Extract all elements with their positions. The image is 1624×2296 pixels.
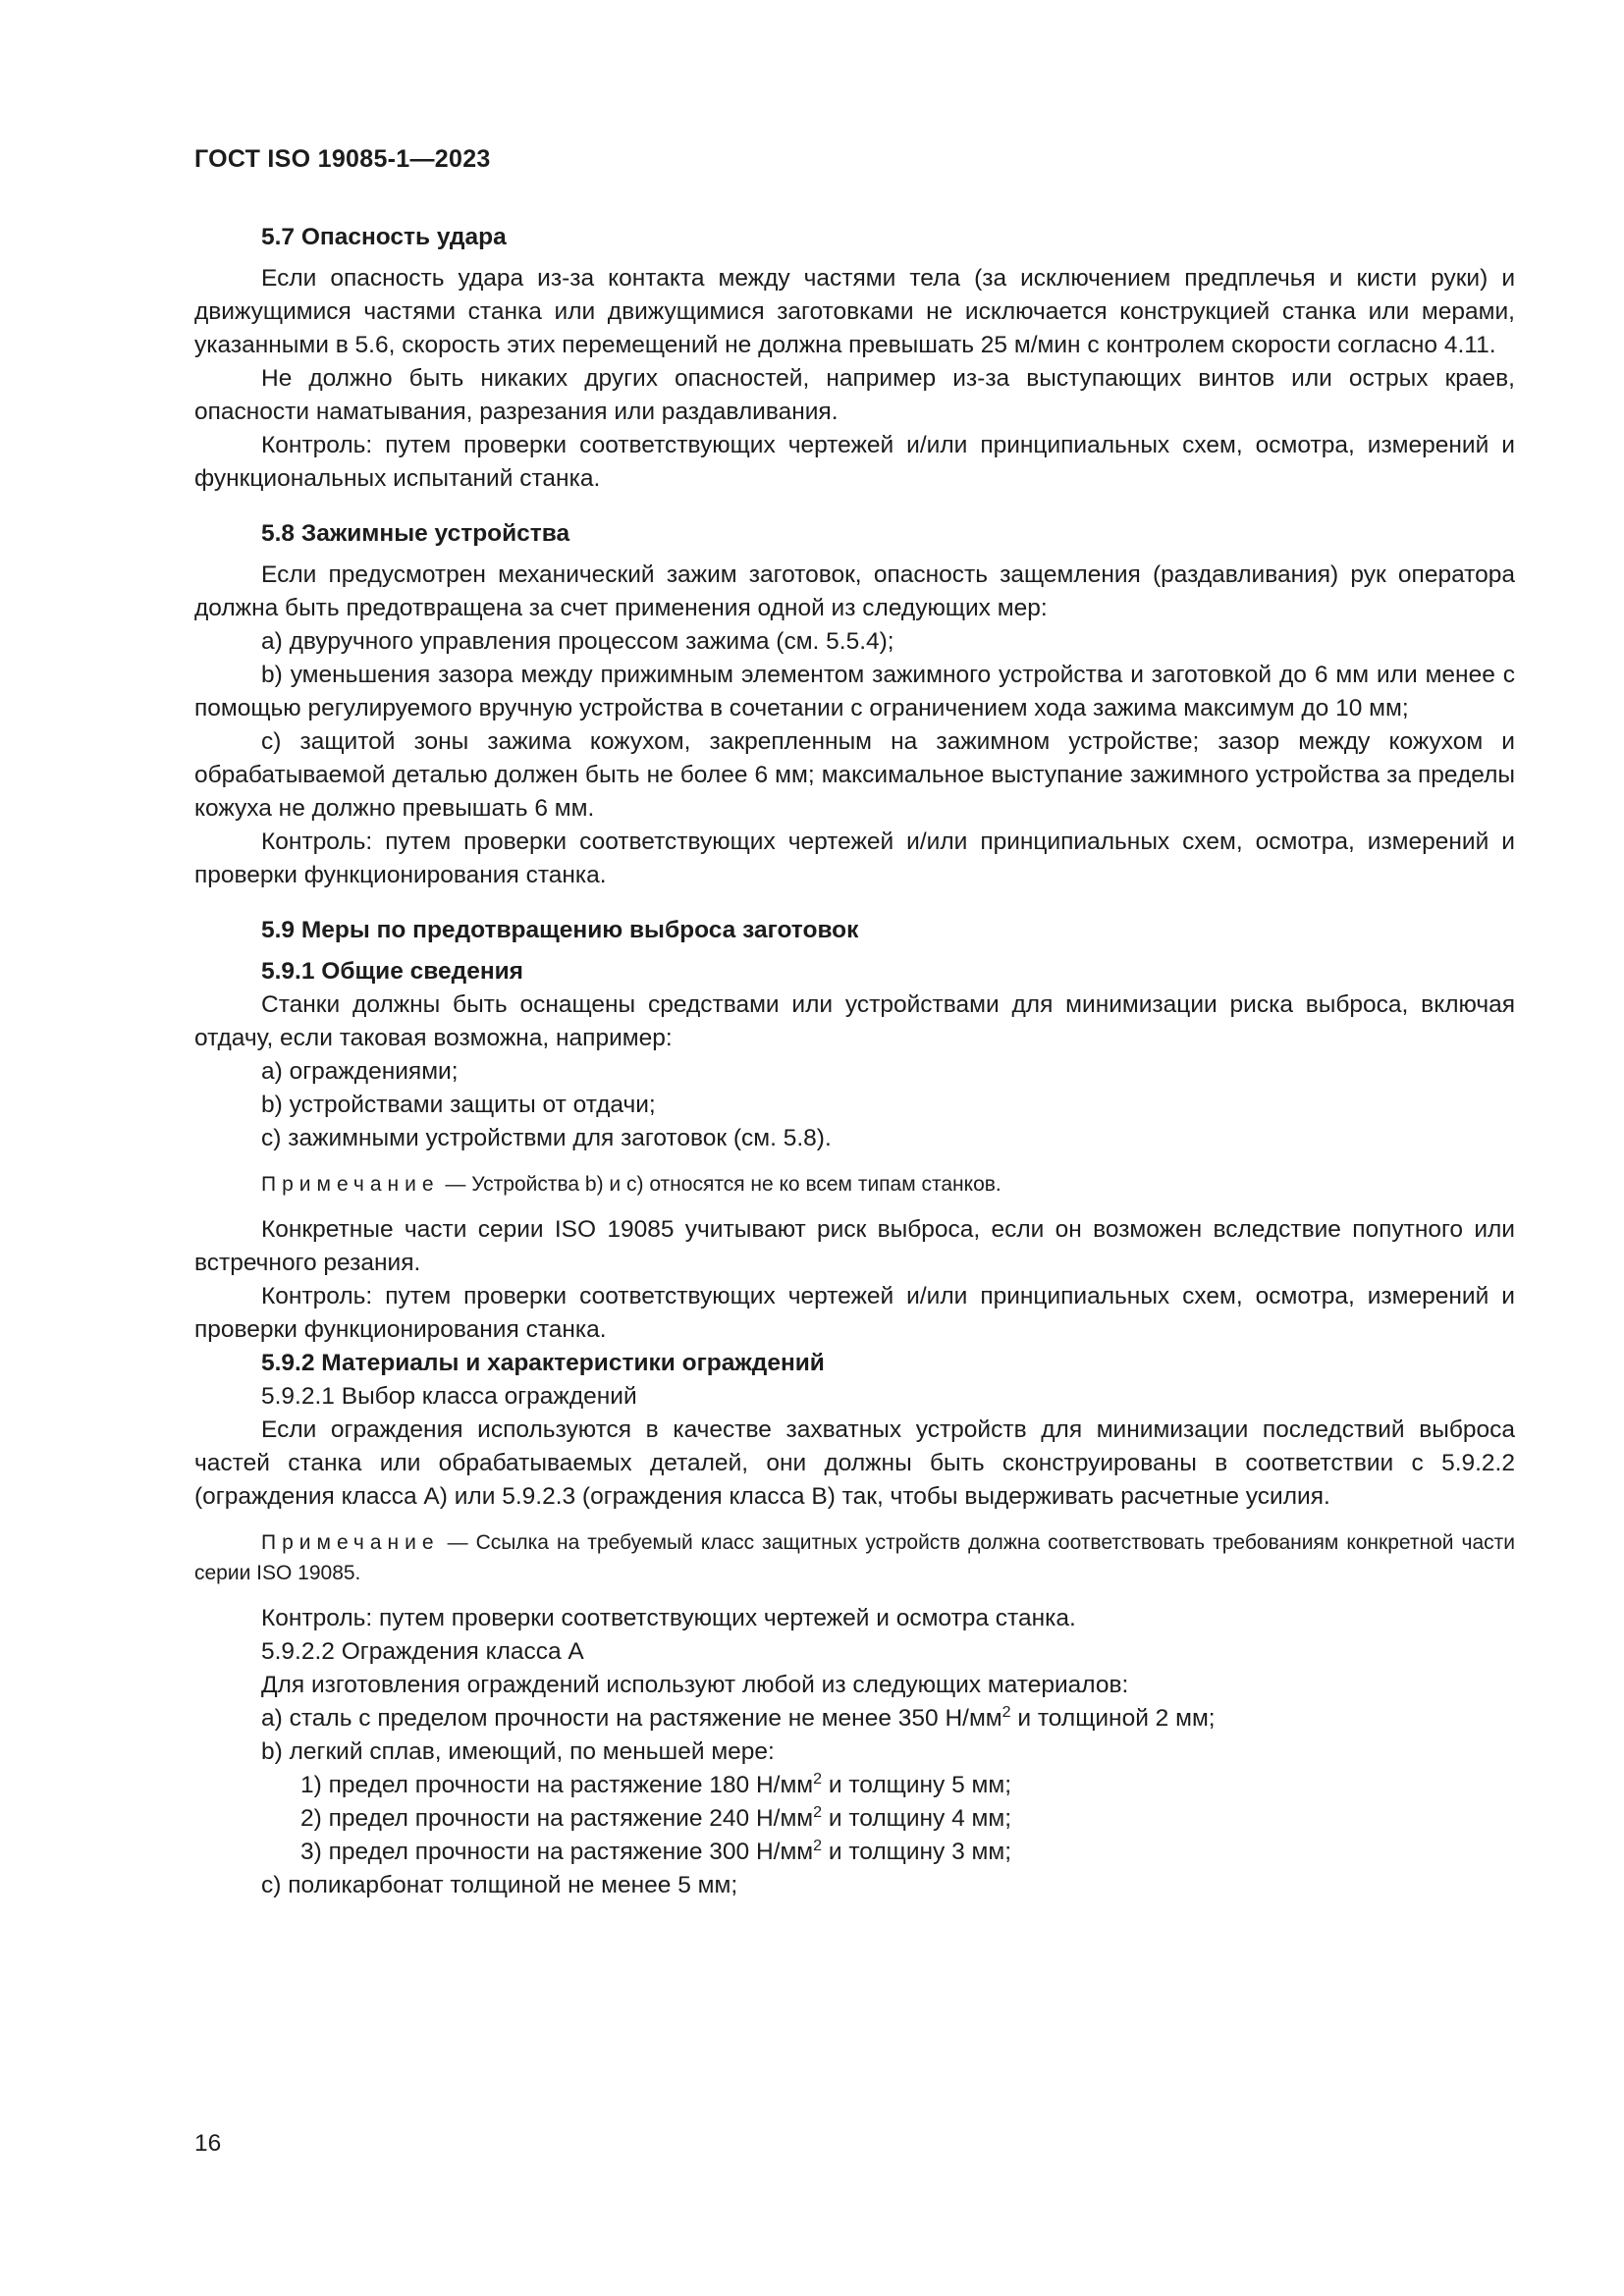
- paragraph: Если ограждения используются в качестве захватных устройств для минимизации последствий выброса частей станка или обрабатываемых деталей, они должны быть сконструированы в соответствии с 5.9.2.2 (ограждения класса A) или 5.9.2.3 (ограждения класса B) так, чтобы выдерживать расчетные усилия.: [194, 1416, 1515, 1510]
- list-item-b: b) устройствами защиты от отдачи;: [261, 1092, 656, 1118]
- paragraph: Если опасность удара из-за контакта между частями тела (за исключением предплечья и кисти руки) и движущимися частями станка или движущимися заготовками не исключается конструкцией станка или мерами, указанными в 5.6, скорость этих перемещений не должна превышать 25 м/мин с контролем скорости согласно 4.11.: [194, 265, 1515, 358]
- paragraph: Не должно быть никаких других опасностей, например из-за выступающих винтов или острых краев, опасности наматывания, разрезания или раздавливания.: [194, 365, 1515, 425]
- list-item-a: a) ограждениями;: [261, 1058, 459, 1085]
- note-label: Примечание: [261, 1173, 440, 1196]
- subsection-heading-5-9-2-1: 5.9.2.1 Выбор класса ограждений: [261, 1383, 637, 1410]
- list-item-text: 2) предел прочности на растяжение 240 Н/мм: [300, 1805, 814, 1832]
- list-item-text: и толщину 4 мм;: [822, 1805, 1012, 1832]
- page-number: 16: [194, 2130, 222, 2157]
- list-item-text: a) сталь с пределом прочности на растяжение не менее 350 Н/мм: [261, 1705, 1002, 1732]
- subsection-heading-5-9-2-2: 5.9.2.2 Ограждения класса A: [261, 1638, 584, 1665]
- superscript: 2: [813, 1803, 823, 1821]
- note-dash: —: [439, 1173, 472, 1196]
- list-item-text: и толщину 5 мм;: [822, 1772, 1012, 1798]
- note: [194, 1169, 1515, 1200]
- paragraph: Конкретные части серии ISO 19085 учитывают риск выброса, если он возможен вследствие попутного или встречного резания.: [194, 1216, 1515, 1276]
- list-item-c: c) поликарбонат толщиной не менее 5 мм;: [261, 1872, 738, 1898]
- control-paragraph: Контроль: путем проверки соответствующих чертежей и/или принципиальных схем, осмотра, измерений и функциональных испытаний станка.: [194, 432, 1515, 492]
- note-text: Ссылка на требуемый класс защитных устройств должна соответствовать требованиям конкретной части серии ISO 19085.: [194, 1531, 1515, 1584]
- superscript: 2: [1001, 1703, 1011, 1721]
- section-heading-5-9-2: 5.9.2 Материалы и характеристики ограждений: [261, 1350, 825, 1376]
- control-paragraph: Контроль: путем проверки соответствующих чертежей и осмотра станка.: [261, 1605, 1076, 1631]
- list-item-c: c) зажимными устройствми для заготовок (см. 5.8).: [261, 1125, 832, 1151]
- section-heading-5-7: 5.7 Опасность удара: [261, 224, 507, 250]
- section-heading-5-9-1: 5.9.1 Общие сведения: [261, 958, 523, 985]
- standard-header: ГОСТ ISO 19085-1—2023: [194, 145, 491, 173]
- list-item-b1: [194, 1769, 1515, 1802]
- note-text: Устройства b) и c) относятся не ко всем типам станков.: [471, 1173, 1001, 1196]
- list-item-text: 1) предел прочности на растяжение 180 Н/мм: [300, 1772, 814, 1798]
- control-paragraph: Контроль: путем проверки соответствующих чертежей и/или принципиальных схем, осмотра, измерений и проверки функционирования станка.: [194, 828, 1515, 888]
- list-item-text: 3) предел прочности на растяжение 300 Н/мм: [300, 1839, 814, 1865]
- note-dash: —: [439, 1531, 476, 1554]
- superscript: 2: [813, 1837, 823, 1854]
- control-paragraph: Контроль: путем проверки соответствующих чертежей и/или принципиальных схем, осмотра, измерений и проверки функционирования станка.: [194, 1283, 1515, 1343]
- paragraph: Если предусмотрен механический зажим заготовок, опасность защемления (раздавливания) рук оператора должна быть предотвращена за счет применения одной из следующих мер:: [194, 561, 1515, 621]
- list-item-b2: [194, 1802, 1515, 1836]
- paragraph: Для изготовления ограждений используют любой из следующих материалов:: [261, 1672, 1129, 1698]
- note: [194, 1527, 1515, 1588]
- list-item-b: b) легкий сплав, имеющий, по меньшей мере:: [261, 1738, 775, 1765]
- paragraph: Станки должны быть оснащены средствами или устройствами для минимизации риска выброса, включая отдачу, если таковая возможна, например:: [194, 991, 1515, 1051]
- page-content: [194, 221, 1515, 1902]
- superscript: 2: [813, 1770, 823, 1788]
- list-item-c: c) защитой зоны зажима кожухом, закрепленным на зажимном устройстве; зазор между кожухом и обрабатываемой деталью должен быть не более 6 мм; максимальное выступание зажимного устройства за пределы кожуха не должно превышать 6 мм.: [194, 728, 1515, 822]
- section-heading-5-9: 5.9 Меры по предотвращению выброса заготовок: [261, 917, 859, 943]
- list-item-text: и толщиной 2 мм;: [1010, 1705, 1216, 1732]
- list-item-b3: [194, 1836, 1515, 1869]
- list-item-b: b) уменьшения зазора между прижимным элементом зажимного устройства и заготовкой до 6 мм или менее с помощью регулируемого вручную устройства в сочетании с ограничением хода зажима максимум до 10 мм;: [194, 662, 1515, 721]
- section-heading-5-8: 5.8 Зажимные устройства: [261, 520, 570, 547]
- list-item-a: a) двуручного управления процессом зажима (см. 5.5.4);: [261, 628, 894, 655]
- note-label: Примечание: [261, 1531, 440, 1554]
- list-item-text: и толщину 3 мм;: [822, 1839, 1012, 1865]
- list-item-a: [194, 1702, 1515, 1735]
